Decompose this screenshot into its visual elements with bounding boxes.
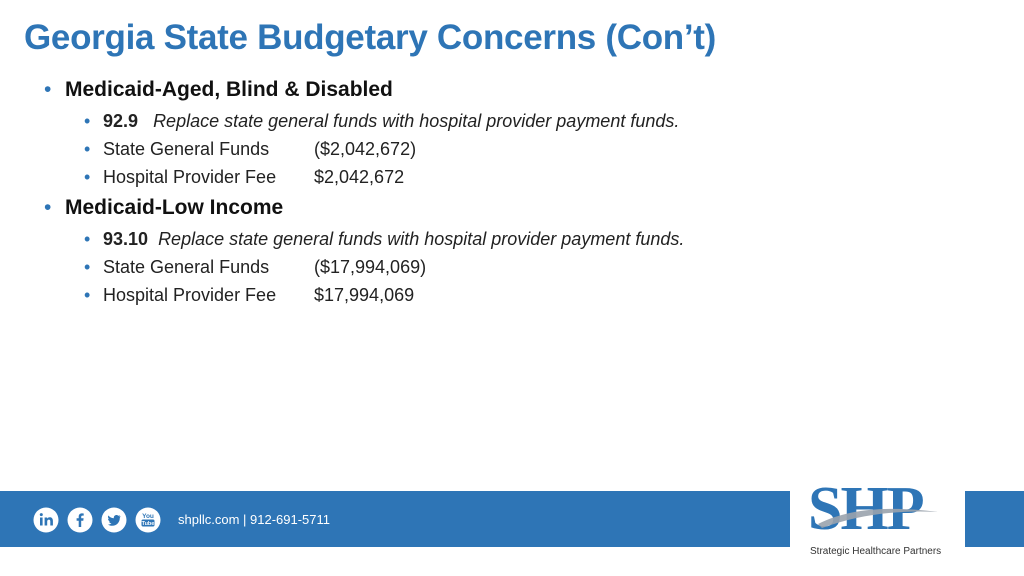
bullet-icon: • <box>84 257 91 277</box>
youtube-icon[interactable] <box>135 507 161 533</box>
item-description: Replace state general funds with hospital provider payment funds. <box>158 229 685 249</box>
funds-label: Hospital Provider Fee <box>103 285 277 305</box>
funds-label: State General Funds <box>103 139 270 159</box>
bullet-icon: • <box>44 78 52 101</box>
linkedin-icon[interactable] <box>33 507 59 533</box>
funds-value: ($2,042,672) <box>314 139 417 159</box>
funds-value: $17,994,069 <box>314 285 415 305</box>
logo-tagline: Strategic Healthcare Partners <box>810 546 942 557</box>
item-number: 93.10 <box>103 229 149 249</box>
funds-value: ($17,994,069) <box>314 257 427 277</box>
item-number: 92.9 <box>103 111 139 131</box>
footer-contact[interactable]: shpllc.com | 912-691-5711 <box>178 512 331 527</box>
bullet-icon: • <box>84 285 91 305</box>
twitter-icon[interactable] <box>101 507 127 533</box>
funds-value: $2,042,672 <box>314 167 405 187</box>
item-description: Replace state general funds with hospital provider payment funds. <box>153 111 680 131</box>
facebook-icon[interactable] <box>67 507 93 533</box>
bullet-icon: • <box>84 111 91 131</box>
funds-label: Hospital Provider Fee <box>103 167 277 187</box>
svg-text:You: You <box>142 513 154 520</box>
bullet-icon: • <box>84 139 91 159</box>
bullet-icon: • <box>84 167 91 187</box>
bullet-icon: • <box>84 229 91 249</box>
item-line <box>103 229 684 250</box>
company-logo <box>790 472 965 576</box>
item-line <box>103 111 679 132</box>
section-heading-text: Medicaid-Low Income <box>65 196 284 219</box>
logo-text: SHP <box>808 475 923 543</box>
bullet-icon: • <box>44 196 52 219</box>
section-heading-text: Medicaid-Aged, Blind & Disabled <box>65 78 393 101</box>
funds-label: State General Funds <box>103 257 270 277</box>
svg-text:Tube: Tube <box>141 521 155 528</box>
logo-swoosh-icon <box>810 498 950 538</box>
slide-title: Georgia State Budgetary Concerns (Con’t) <box>24 18 716 57</box>
